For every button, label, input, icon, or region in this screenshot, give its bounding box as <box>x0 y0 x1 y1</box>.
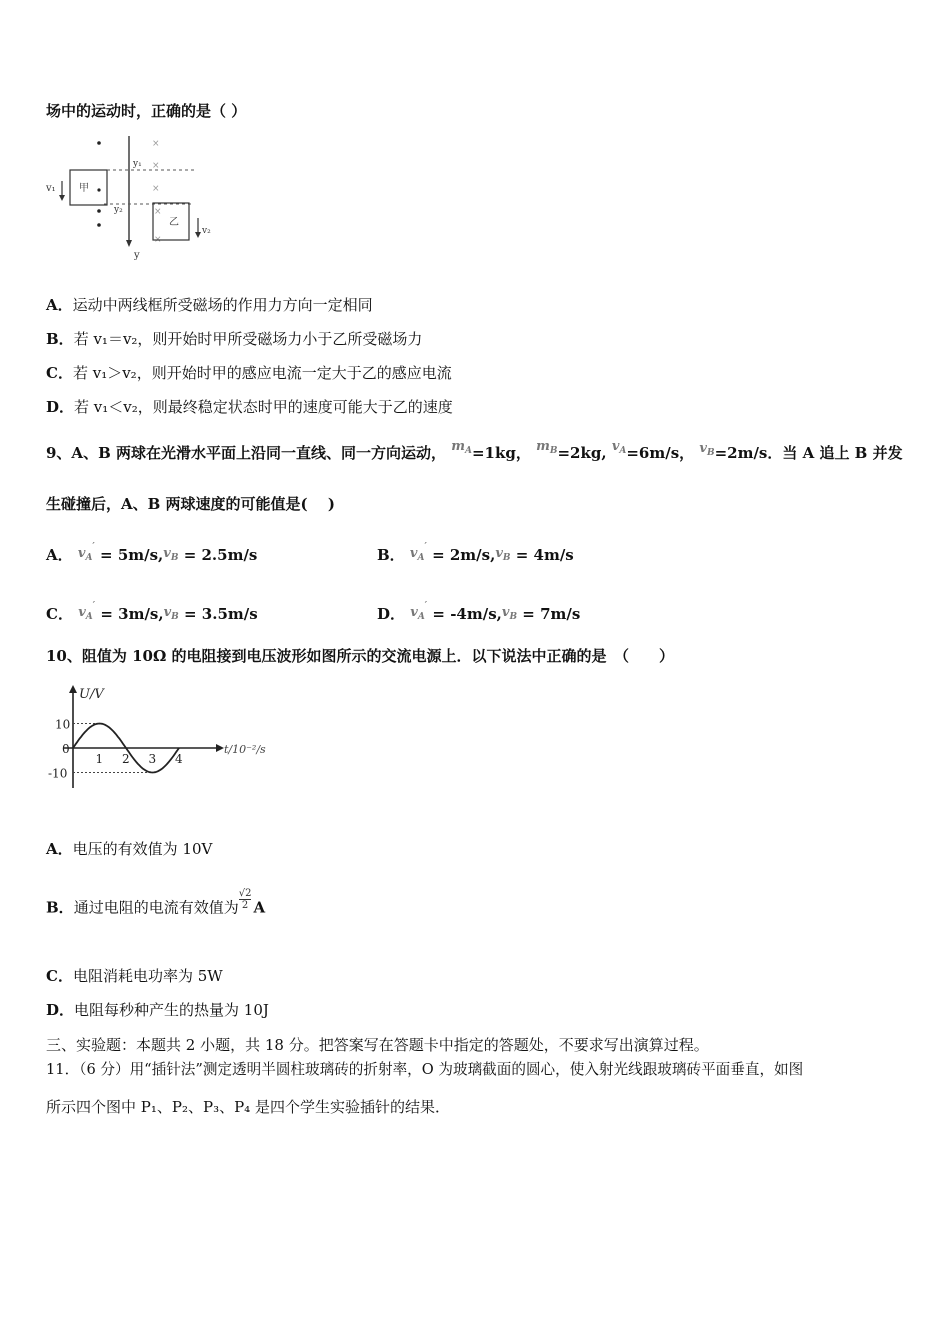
q8-stem-tail: 场中的运动时，正确的是（ ） <box>46 102 247 120</box>
q10-option-a: A．电压的有效值为 10V <box>46 840 213 858</box>
q9-option-b: B． $v_A' = 2m/s,v_B = 4m/s$ <box>377 542 574 564</box>
chart-xlabel: t/10⁻²/s <box>224 743 266 756</box>
q11-line2: 所示四个图中 P₁、P₂、P₃、P₄ 是四个学生实验插针的结果． <box>46 1098 450 1116</box>
field-dot <box>97 141 101 145</box>
label-y: y <box>134 250 140 261</box>
field-dot <box>97 223 101 227</box>
q8-option-c: C．若 v₁＞v₂，则开始时甲的感应电流一定大于乙的感应电流 <box>46 364 452 382</box>
q11-line1: 11．（6 分）用“插针法”测定透明半圆柱玻璃砖的折射率，O 为玻璃截面的圆心，使入射光线跟玻璃砖平面垂直，如图 <box>46 1061 804 1078</box>
x-tick-label: 2 <box>122 752 130 766</box>
field-cross: × <box>152 139 160 149</box>
q10-voltage-chart <box>44 684 284 794</box>
q9-option-a: A． $v_A' = 5m/s,v_B = 2.5m/s$ <box>46 542 258 564</box>
field-dot <box>97 188 100 191</box>
q10-stem: 10、阻值为 10Ω 的电阻接到电压波形如图所示的交流电源上．以下说法中正确的是 （ ） <box>46 647 675 665</box>
x-tick-label: 3 <box>148 752 157 766</box>
field-cross: × <box>154 207 162 217</box>
y-tick-label: -10 <box>48 766 68 781</box>
label-yi: 乙 <box>169 217 179 228</box>
label-v2: v₂ <box>202 226 211 236</box>
q8-magnetic-field-figure <box>44 134 224 264</box>
y-tick-label: 0 <box>62 742 70 756</box>
field-cross: × <box>154 235 162 245</box>
q10-option-b: B．通过电阻的电流有效值为 $\frac{√2}{2}$ A <box>46 888 266 917</box>
q8-option-d: D．若 v₁＜v₂，则最终稳定状态时甲的速度可能大于乙的速度 <box>46 398 453 416</box>
x-tick-label: 1 <box>95 752 104 766</box>
q9-stem-line2: 生碰撞后，A、B 两球速度的可能值是( ) <box>46 495 335 513</box>
q9-option-d: D． $v_A' = -4m/s,v_B = 7m/s$ <box>377 601 581 623</box>
label-v1: v₁ <box>46 183 56 194</box>
field-cross: × <box>152 161 160 171</box>
label-jia: 甲 <box>79 183 89 194</box>
q9-option-c: C． $v_A' = 3m/s,v_B = 3.5m/s$ <box>46 601 258 623</box>
chart-ylabel: U/V <box>79 687 104 702</box>
q9-stem-line1: 9、A、B 两球在光滑水平面上沿同一直线、同一方向运动， $m_A=1kg$， $m_B=2kg$, $v_A=6m/s$， $v_B=2m/s$．当 A 追上 B 并发 <box>46 439 903 462</box>
q8-option-b: B．若 v₁＝v₂，则开始时甲所受磁场力小于乙所受磁场力 <box>46 330 423 348</box>
x-tick-label: 4 <box>175 752 183 766</box>
field-cross: × <box>152 184 160 194</box>
q10-option-d: D．电阻每秒种产生的热量为 10J <box>46 1001 269 1019</box>
label-y2: y₂ <box>114 205 123 215</box>
field-dot <box>97 209 101 213</box>
q10-option-c: C．电阻消耗电功率为 5W <box>46 967 223 985</box>
label-y1: y₁ <box>133 159 142 169</box>
q8-option-a: A．运动中两线框所受磁场的作用力方向一定相同 <box>46 296 373 314</box>
section3-title: 三、实验题：本题共 2 小题，共 18 分。把答案写在答题卡中指定的答题处，不要求写出演算过程。 <box>46 1036 709 1054</box>
y-tick-label: 10 <box>55 717 71 732</box>
